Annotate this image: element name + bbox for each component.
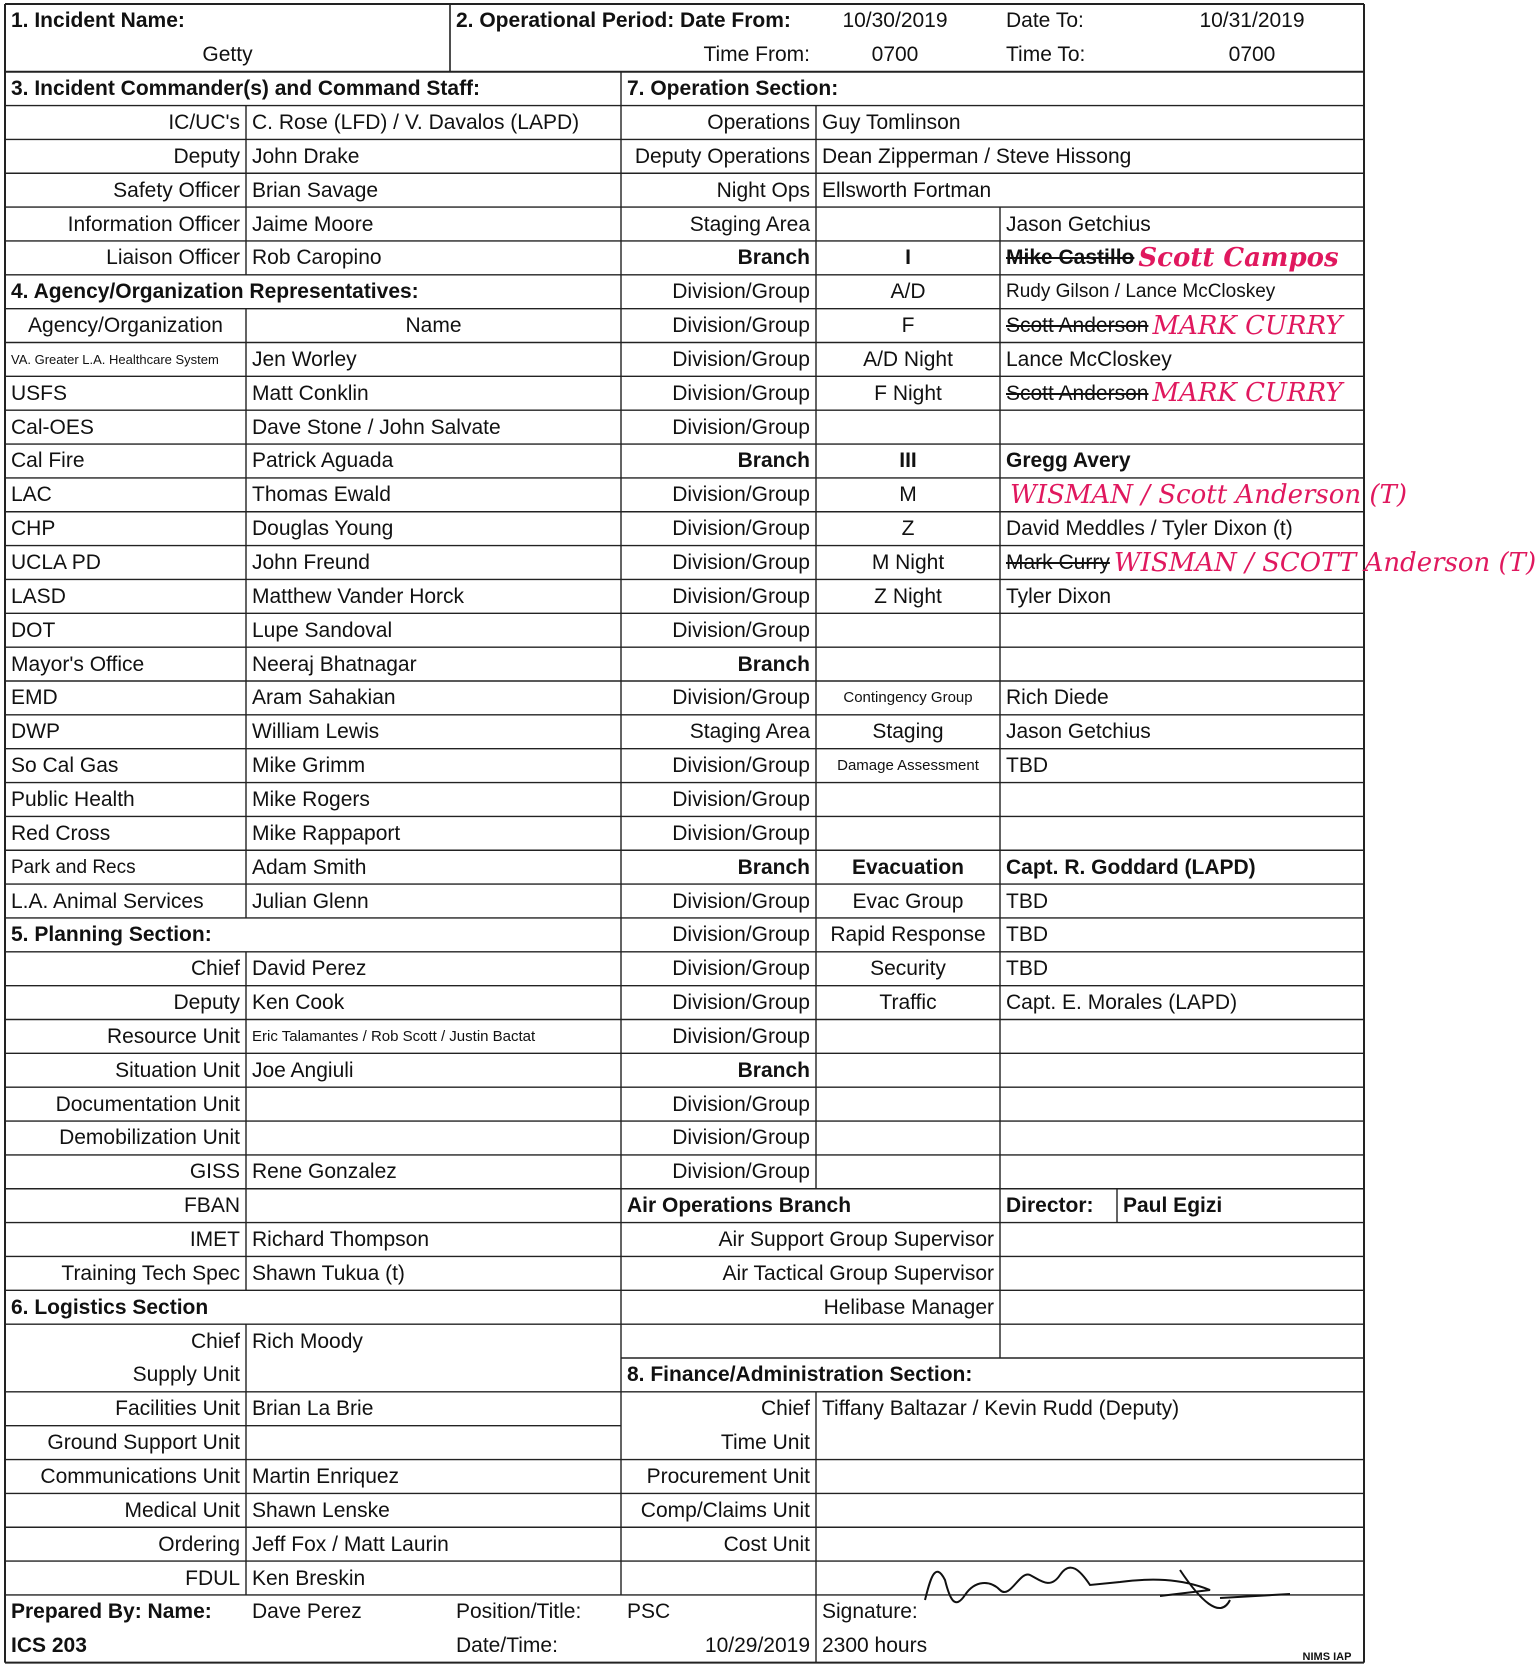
air-ops-role: Air Support Group Supervisor (718, 1228, 994, 1252)
ops-unit-id (816, 207, 1000, 241)
date-value: 10/29/2019 (704, 1634, 810, 1658)
nims-label: NIMS IAP (1302, 1650, 1352, 1663)
name-column-header: Name (405, 314, 462, 338)
ops-supervisor (1000, 986, 1404, 1020)
command-name-value: Rob Caropino (252, 246, 382, 270)
supervisor-name: Lance McCloskey (1006, 347, 1172, 371)
ops-unit-type: Division/Group (672, 551, 810, 575)
supervisor-name: Rich Diede (1006, 686, 1109, 710)
logistics-section-title: 6. Logistics Section (11, 1295, 209, 1319)
supervisor-name: TBD (1006, 923, 1048, 947)
ops-role-label: Operations (707, 110, 810, 134)
supervisor-name: Tyler Dixon (1006, 584, 1112, 608)
command-name-value: Brian Savage (252, 178, 379, 202)
planning-role-label: Demobilization Unit (59, 1126, 240, 1150)
ops-unit-id (816, 1053, 1000, 1087)
ops-unit-type: Division/Group (672, 923, 810, 947)
date-to-label: Date To: (1006, 9, 1084, 33)
command-name-value: John Drake (252, 144, 360, 168)
supervisor-name: Gregg Avery (1006, 449, 1131, 473)
ops-supervisor (1000, 816, 1404, 850)
time-from-label: Time From: (703, 43, 810, 67)
planning-name-value: Rene Gonzalez (252, 1160, 397, 1184)
ops-unit-id (816, 1087, 1000, 1121)
agency-name: USFS (11, 381, 68, 405)
agency-name: LAC (11, 483, 52, 507)
ops-supervisor (1000, 512, 1404, 546)
agency-name: Public Health (11, 787, 135, 811)
agency-rep-name: Matt Conklin (252, 381, 369, 405)
ops-supervisor (1000, 1087, 1404, 1121)
ops-unit-type: Division/Group (672, 1160, 810, 1184)
ops-supervisor (1000, 579, 1404, 613)
finance-role-label: Chief (760, 1397, 810, 1421)
logistics-role-label: Medical Unit (124, 1498, 240, 1522)
command-staff-title: 3. Incident Commander(s) and Command Staff: (11, 77, 481, 101)
ops-unit-type: Division/Group (672, 1126, 810, 1150)
ops-unit-type: Division/Group (672, 618, 810, 642)
logistics-role-label: Ordering (158, 1532, 240, 1556)
ops-unit-id: A/D (890, 280, 926, 304)
logistics-role-label: Facilities Unit (115, 1397, 240, 1421)
ops-unit-type: Division/Group (672, 991, 810, 1015)
date-to-value: 10/31/2019 (1199, 9, 1305, 33)
ops-supervisor (1000, 884, 1404, 918)
finance-section-title: 8. Finance/Administration Section: (627, 1363, 973, 1387)
logistics-name-value: Martin Enriquez (252, 1464, 400, 1488)
ops-supervisor (1000, 749, 1404, 783)
ops-unit-id (816, 816, 1000, 850)
ops-unit-type: Division/Group (672, 314, 810, 338)
planning-role-label: Documentation Unit (55, 1092, 240, 1116)
logistics-role-label: Chief (190, 1329, 240, 1353)
struck-name: Mark Curry (1006, 551, 1110, 575)
ops-unit-id (816, 410, 1000, 444)
command-name-value: C. Rose (LFD) / V. Davalos (LAPD) (252, 110, 580, 134)
agency-name: Mayor's Office (11, 652, 145, 676)
logistics-name-value (246, 1358, 621, 1392)
datetime-label: Date/Time: (456, 1634, 558, 1658)
finance-role-label: Cost Unit (723, 1532, 810, 1556)
prepared-by-name: Dave Perez (252, 1600, 362, 1624)
agency-name: EMD (11, 686, 58, 710)
director-name: Paul Egizi (1123, 1194, 1223, 1218)
finance-name-value: Tiffany Baltazar / Kevin Rudd (Deputy) (822, 1397, 1180, 1421)
logistics-name-value: Rich Moody (252, 1329, 363, 1353)
time-to-value: 0700 (1228, 43, 1276, 67)
planning-name-value (246, 1087, 621, 1121)
agency-name: DWP (11, 720, 60, 744)
director-label: Director: (1006, 1194, 1094, 1218)
finance-name-value (816, 1426, 1364, 1460)
agency-name: DOT (11, 618, 56, 642)
planning-section-title: 5. Planning Section: (11, 923, 212, 947)
planning-name-value: Shawn Tukua (t) (252, 1261, 405, 1285)
ops-unit-id: M (899, 483, 917, 507)
agency-rep-name: Dave Stone / John Salvate (252, 415, 501, 439)
ops-unit-id: Security (870, 957, 946, 981)
agency-column-header: Agency/Organization (28, 314, 223, 338)
command-role-label: IC/UC's (168, 110, 240, 134)
supervisor-name: Capt. E. Morales (LAPD) (1006, 991, 1238, 1015)
incident-name-value: Getty (202, 43, 253, 67)
agency-rep-name: Mike Rappaport (252, 821, 401, 845)
ops-unit-id: Rapid Response (830, 923, 986, 947)
ops-unit-id (816, 1121, 1000, 1155)
handwritten-correction: WISMAN / Scott Anderson (T) (1010, 479, 1408, 510)
op-period-label: 2. Operational Period: Date From: (456, 9, 791, 33)
ops-unit-type: Division/Group (672, 889, 810, 913)
planning-role-label: IMET (189, 1228, 240, 1252)
planning-name-value: Richard Thompson (252, 1228, 430, 1252)
planning-name-value: Eric Talamantes / Rob Scott / Justin Bactat (252, 1027, 536, 1045)
supervisor-name: David Meddles / Tyler Dixon (t) (1006, 517, 1293, 541)
planning-role-label: Resource Unit (106, 1024, 240, 1048)
supervisor-name: Jason Getchius (1006, 212, 1151, 236)
ops-name-value: Ellsworth Fortman (822, 178, 992, 202)
signature-scribble (925, 1568, 1290, 1608)
ops-supervisor (1000, 376, 1404, 410)
ops-supervisor (1000, 1155, 1404, 1189)
finance-name-value (816, 1527, 1364, 1561)
agency-rep-name: Mike Rogers (252, 787, 370, 811)
ops-supervisor (1000, 1020, 1404, 1054)
planning-name-value (246, 1189, 621, 1223)
ops-unit-id: Z Night (874, 584, 942, 608)
logistics-role-label: Ground Support Unit (47, 1431, 240, 1455)
finance-role-label: Time Unit (720, 1431, 810, 1455)
ops-unit-type: Branch (737, 449, 810, 473)
planning-name-value: Ken Cook (252, 991, 345, 1015)
air-ops-role: Helibase Manager (823, 1295, 994, 1319)
ops-unit-id: Traffic (879, 991, 937, 1015)
ops-unit-type: Branch (737, 1058, 810, 1082)
finance-name-value (816, 1493, 1364, 1527)
ops-supervisor (1000, 546, 1536, 580)
ops-unit-id: Staging (872, 720, 944, 744)
ops-unit-type: Division/Group (672, 584, 810, 608)
ops-unit-id: I (905, 246, 911, 270)
agency-name: LASD (11, 584, 66, 608)
agency-rep-name: Lupe Sandoval (252, 618, 393, 642)
handwritten-correction: WISMAN / SCOTT Anderson (T) (1113, 547, 1536, 578)
logistics-role-label: Communications Unit (40, 1464, 240, 1488)
ops-unit-id: Contingency Group (843, 689, 973, 707)
ops-unit-id: F (901, 314, 915, 338)
ops-name-value: Dean Zipperman / Steve Hissong (822, 144, 1132, 168)
planning-name-value (246, 1121, 621, 1155)
ops-unit-id (816, 613, 1000, 647)
prepared-by-label: Prepared By: Name: (11, 1600, 212, 1624)
planning-name-value: David Perez (252, 957, 367, 981)
ops-unit-type: Division/Group (672, 280, 810, 304)
ops-unit-type: Division/Group (672, 517, 810, 541)
agency-name: Red Cross (11, 821, 111, 845)
agency-rep-name: Matthew Vander Horck (252, 584, 465, 608)
agency-name: So Cal Gas (11, 754, 119, 778)
ops-supervisor (1000, 681, 1404, 715)
agency-name: L.A. Animal Services (11, 889, 204, 913)
ops-unit-id: Damage Assessment (837, 757, 979, 775)
ops-supervisor (1000, 613, 1404, 647)
handwritten-correction: MARK CURRY (1152, 378, 1343, 409)
logistics-name-value (246, 1426, 621, 1460)
ops-unit-type: Branch (737, 855, 810, 879)
logistics-role-label: Supply Unit (132, 1363, 240, 1387)
ops-unit-type: Division/Group (672, 381, 810, 405)
agency-name: UCLA PD (11, 551, 101, 575)
supervisor-name: Jason Getchius (1006, 720, 1151, 744)
ops-supervisor (1000, 850, 1404, 884)
ops-supervisor (1000, 1053, 1404, 1087)
agency-name: Cal Fire (11, 449, 85, 473)
ops-supervisor (1000, 783, 1404, 817)
ops-supervisor (1000, 309, 1404, 343)
ops-unit-id: F Night (874, 381, 942, 405)
agency-rep-name: Neeraj Bhatnagar (252, 652, 417, 676)
struck-name: Scott Anderson (1006, 314, 1149, 338)
supervisor-name: TBD (1006, 754, 1048, 778)
ops-supervisor (1000, 918, 1404, 952)
agency-rep-name: Aram Sahakian (252, 686, 396, 710)
ops-supervisor (1000, 478, 1408, 512)
agency-rep-name: Mike Grimm (252, 754, 366, 778)
ops-role-label: Night Ops (716, 178, 810, 202)
ops-unit-id: M Night (871, 551, 945, 575)
ops-supervisor (1000, 715, 1404, 749)
handwritten-correction: Scott Campos (1138, 242, 1339, 273)
planning-role-label: Situation Unit (115, 1058, 240, 1082)
date-from-value: 10/30/2019 (842, 9, 948, 33)
ops-unit-type: Division/Group (672, 821, 810, 845)
agency-rep-name: Adam Smith (252, 855, 367, 879)
agency-name: Cal-OES (11, 415, 94, 439)
logistics-name-value: Brian La Brie (252, 1397, 374, 1421)
ops-unit-type: Division/Group (672, 686, 810, 710)
agency-name: CHP (11, 517, 56, 541)
finance-role-label: Procurement Unit (646, 1464, 810, 1488)
planning-role-label: FBAN (183, 1194, 240, 1218)
ops-unit-type: Branch (737, 246, 810, 270)
handwritten-correction: MARK CURRY (1152, 310, 1343, 341)
ops-supervisor (1000, 952, 1404, 986)
ops-unit-type: Division/Group (672, 347, 810, 371)
ops-supervisor (1000, 1121, 1404, 1155)
position-value: PSC (627, 1600, 671, 1624)
logistics-name-value: Ken Breskin (252, 1566, 366, 1590)
ops-unit-id: Evacuation (851, 855, 965, 879)
logistics-name-value: Shawn Lenske (252, 1498, 390, 1522)
agency-name: Park and Recs (11, 856, 136, 878)
ops-supervisor (1000, 275, 1404, 309)
supervisor-name: Rudy Gilson / Lance McCloskey (1006, 281, 1276, 303)
planning-name-value: Joe Angiuli (252, 1058, 354, 1082)
supervisor-name: Capt. R. Goddard (LAPD) (1006, 855, 1256, 879)
agency-rep-name: Douglas Young (252, 517, 394, 541)
command-role-label: Deputy (173, 144, 240, 168)
agency-rep-name: Thomas Ewald (252, 483, 391, 507)
command-name-value: Jaime Moore (252, 212, 374, 236)
finance-role-label: Comp/Claims Unit (640, 1498, 810, 1522)
ops-supervisor (1000, 410, 1404, 444)
ops-unit-type: Division/Group (672, 1024, 810, 1048)
ops-supervisor (1000, 343, 1404, 377)
air-ops-title: Air Operations Branch (627, 1194, 852, 1218)
ops-unit-id: A/D Night (863, 347, 953, 371)
position-label: Position/Title: (456, 1600, 582, 1624)
planning-role-label: Chief (190, 957, 240, 981)
ops-supervisor (1000, 207, 1404, 241)
ops-unit-type: Division/Group (672, 1092, 810, 1116)
ops-unit-type: Division/Group (672, 787, 810, 811)
ops-unit-type: Division/Group (672, 415, 810, 439)
ops-supervisor (1000, 444, 1404, 478)
ops-supervisor (1000, 241, 1404, 275)
supervisor-name: TBD (1006, 889, 1048, 913)
incident-name-label: 1. Incident Name: (11, 9, 185, 33)
form-id: ICS 203 (11, 1634, 87, 1658)
ops-role-label: Deputy Operations (634, 144, 810, 168)
logistics-role-label: FDUL (185, 1566, 240, 1590)
ops-unit-type: Branch (737, 652, 810, 676)
struck-name: Scott Anderson (1006, 381, 1149, 405)
ops-unit-type: Staging Area (689, 720, 810, 744)
ops-unit-id (816, 647, 1000, 681)
planning-role-label: Training Tech Spec (61, 1261, 240, 1285)
agency-rep-name: John Freund (252, 551, 370, 575)
ops-unit-id: Evac Group (852, 889, 964, 913)
finance-name-value (816, 1460, 1364, 1494)
command-role-label: Liaison Officer (106, 246, 240, 270)
command-role-label: Information Officer (67, 212, 240, 236)
agency-name: VA. Greater L.A. Healthcare System (11, 351, 219, 367)
ops-name-value: Guy Tomlinson (822, 110, 961, 134)
ops-unit-id: Z (901, 517, 915, 541)
logistics-name-value: Jeff Fox / Matt Laurin (252, 1532, 449, 1556)
planning-role-label: GISS (189, 1160, 240, 1184)
time-from-value: 0700 (871, 43, 919, 67)
struck-name: Mike Castillo (1006, 246, 1135, 270)
ops-unit-id (816, 783, 1000, 817)
ops-unit-type: Division/Group (672, 754, 810, 778)
supervisor-name: TBD (1006, 957, 1048, 981)
ops-unit-id: III (899, 449, 917, 473)
agency-rep-name: Jen Worley (252, 347, 357, 371)
command-role-label: Safety Officer (113, 178, 240, 202)
time-to-label: Time To: (1006, 43, 1086, 67)
time-value: 2300 hours (822, 1634, 928, 1658)
planning-role-label: Deputy (173, 991, 240, 1015)
ops-unit-id (816, 1020, 1000, 1054)
ops-unit-type: Division/Group (672, 957, 810, 981)
ops-supervisor (1000, 647, 1404, 681)
ops-unit-type: Division/Group (672, 483, 810, 507)
ops-unit-type: Staging Area (689, 212, 810, 236)
agency-rep-name: William Lewis (252, 720, 380, 744)
operations-section-title: 7. Operation Section: (627, 77, 839, 101)
signature-label: Signature: (822, 1600, 918, 1624)
air-ops-role: Air Tactical Group Supervisor (722, 1261, 994, 1285)
agency-rep-name: Julian Glenn (252, 889, 369, 913)
agency-rep-name: Patrick Aguada (252, 449, 394, 473)
ops-unit-id (816, 1155, 1000, 1189)
agency-reps-title: 4. Agency/Organization Representatives: (11, 280, 419, 304)
